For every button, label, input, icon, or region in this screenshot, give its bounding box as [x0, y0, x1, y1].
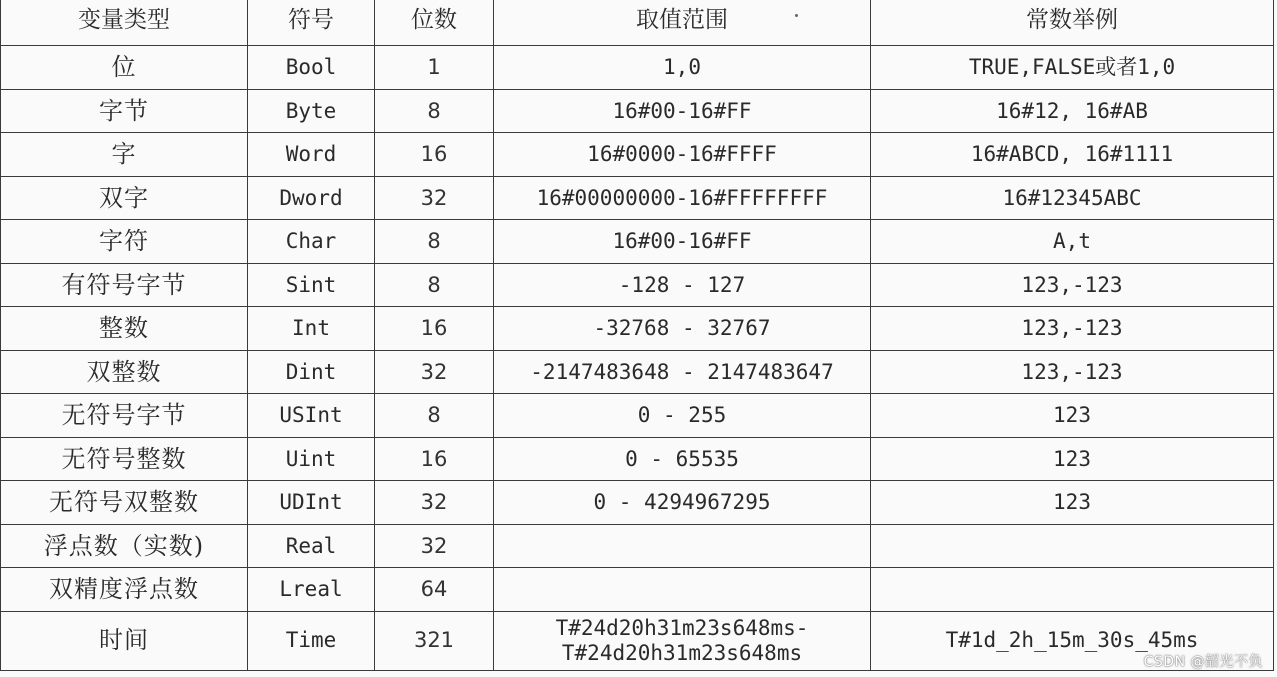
cell-symbol: Char: [248, 220, 375, 264]
table-row: [1, 46, 1274, 90]
csdn-watermark: CSDN @韶光不负: [1143, 654, 1263, 670]
cell-bits: 64: [375, 568, 494, 612]
cell-example: [871, 568, 1274, 612]
cell-range: 0 - 255: [494, 394, 871, 438]
cell-example: 16#ABCD, 16#1111: [871, 133, 1274, 177]
cell-type: 双精度浮点数: [1, 568, 248, 612]
table-row: [1, 437, 1274, 481]
cell-bits: 8: [375, 263, 494, 307]
cell-symbol: Uint: [248, 437, 375, 481]
cell-example: 123,-123: [871, 307, 1274, 351]
cell-range-line-2: T#24d20h31m23s648ms: [561, 640, 803, 665]
cell-type: 字节: [1, 89, 248, 133]
cell-type: 有符号字节: [1, 263, 248, 307]
cell-type: 无符号字节: [1, 394, 248, 438]
cell-range: 0 - 4294967295: [494, 481, 871, 525]
cell-range: 1,0: [494, 46, 871, 90]
cell-symbol: Lreal: [248, 568, 375, 612]
cell-example: [871, 524, 1274, 568]
cell-type: 无符号整数: [1, 437, 248, 481]
cell-symbol: Dword: [248, 176, 375, 220]
cell-bits: 1: [375, 46, 494, 90]
cell-type: 双整数: [1, 350, 248, 394]
cell-bits: 16: [375, 133, 494, 177]
table-row: [1, 307, 1274, 351]
cell-symbol: UDInt: [248, 481, 375, 525]
cell-type: 位: [1, 46, 248, 90]
cell-example: 123: [871, 394, 1274, 438]
cell-symbol: Time: [248, 611, 375, 670]
cell-type: 无符号双整数: [1, 481, 248, 525]
cell-range-line-1: T#24d20h31m23s648ms-: [555, 615, 809, 640]
table-row: [1, 350, 1274, 394]
table-row: [1, 481, 1274, 525]
cell-example: TRUE,FALSE或者1,0: [871, 46, 1274, 90]
table-row: [1, 524, 1274, 568]
cell-range: -2147483648 - 2147483647: [494, 350, 871, 394]
cell-type: 字符: [1, 220, 248, 264]
cell-example: 123: [871, 481, 1274, 525]
table-header-row: [1, 0, 1274, 46]
cell-range: 16#0000-16#FFFF: [494, 133, 871, 177]
cell-bits: 321: [375, 611, 494, 670]
cell-symbol: Word: [248, 133, 375, 177]
cell-range: [494, 611, 871, 670]
cell-type: 浮点数（实数): [1, 524, 248, 568]
table-row: [1, 263, 1274, 307]
cell-range: 16#00-16#FF: [494, 220, 871, 264]
cell-symbol: Bool: [248, 46, 375, 90]
cell-example: 123: [871, 437, 1274, 481]
cell-example: 123,-123: [871, 350, 1274, 394]
cell-range: 16#00000000-16#FFFFFFFF: [494, 176, 871, 220]
header-symbol: 符号: [248, 0, 375, 46]
header-variable-type: 变量类型: [1, 0, 248, 46]
table-row: [1, 89, 1274, 133]
cell-example: T#1d_2h_15m_30s_45ms: [871, 611, 1274, 670]
header-value-range: 取值范围: [494, 0, 871, 46]
cell-range: 0 - 65535: [494, 437, 871, 481]
cell-symbol: USInt: [248, 394, 375, 438]
cell-example: A,t: [871, 220, 1274, 264]
cell-symbol: Int: [248, 307, 375, 351]
table-row: [1, 611, 1274, 670]
header-bit-count: 位数: [375, 0, 494, 46]
cell-symbol: Real: [248, 524, 375, 568]
cell-type: 时间: [1, 611, 248, 670]
cell-symbol: Dint: [248, 350, 375, 394]
cell-example: 123,-123: [871, 263, 1274, 307]
cell-bits: 32: [375, 481, 494, 525]
cell-range: -32768 - 32767: [494, 307, 871, 351]
cell-bits: 8: [375, 220, 494, 264]
cell-example: 16#12345ABC: [871, 176, 1274, 220]
cell-symbol: Sint: [248, 263, 375, 307]
header-constant-example: 常数举例: [871, 0, 1274, 46]
cell-bits: 16: [375, 307, 494, 351]
cell-bits: 8: [375, 89, 494, 133]
cell-range: -128 - 127: [494, 263, 871, 307]
table-row: [1, 133, 1274, 177]
table-row: [1, 394, 1274, 438]
cell-type: 整数: [1, 307, 248, 351]
cell-example: 16#12, 16#AB: [871, 89, 1274, 133]
cell-type: 字: [1, 133, 248, 177]
cell-range: [494, 568, 871, 612]
cell-range: [494, 524, 871, 568]
cell-bits: 16: [375, 437, 494, 481]
table-row: [1, 176, 1274, 220]
cell-range: 16#00-16#FF: [494, 89, 871, 133]
cell-bits: 32: [375, 350, 494, 394]
cell-bits: 8: [375, 394, 494, 438]
cell-symbol: Byte: [248, 89, 375, 133]
cell-type: 双字: [1, 176, 248, 220]
cell-bits: 32: [375, 176, 494, 220]
cell-bits: 32: [375, 524, 494, 568]
table-row: [1, 220, 1274, 264]
table-row: [1, 568, 1274, 612]
